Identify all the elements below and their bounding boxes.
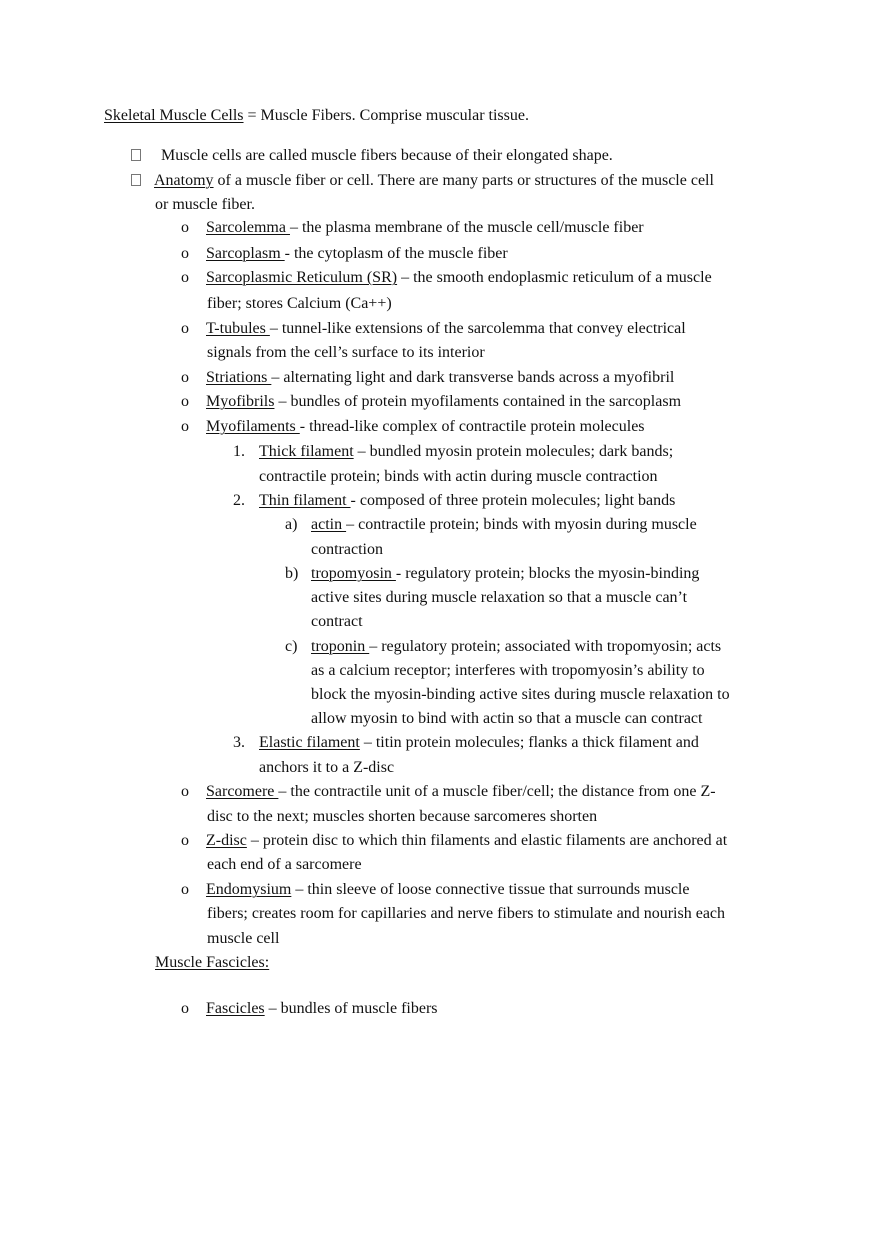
item-tropomyosin-cont: active sites during muscle relaxation so that a muscle can’t bbox=[311, 589, 688, 606]
list-marker: o bbox=[181, 219, 189, 236]
definition: – bundles of muscle fibers bbox=[264, 1000, 438, 1017]
list-marker: o bbox=[181, 418, 189, 435]
term: actin bbox=[311, 516, 347, 533]
item-tropomyosin bbox=[311, 564, 699, 584]
item-endomysium bbox=[206, 880, 689, 900]
list-marker: o bbox=[181, 320, 189, 337]
definition: – contractile protein; binds with myosin during muscle bbox=[346, 516, 697, 533]
definition: – titin protein molecules; flanks a thick filament and bbox=[359, 734, 699, 751]
definition: – bundled myosin protein molecules; dark bands; bbox=[353, 443, 674, 460]
bullet-anatomy bbox=[131, 171, 141, 191]
item-striations bbox=[206, 368, 674, 388]
term: Sarcolemma bbox=[206, 219, 290, 236]
item-ttubules-cont: signals from the cell’s surface to its interior bbox=[207, 344, 485, 361]
list-number: 3. bbox=[233, 734, 245, 751]
definition: – regulatory protein; associated with tropomyosin; acts bbox=[369, 638, 722, 655]
item-zdisc-cont: each end of a sarcomere bbox=[207, 856, 362, 873]
item-myofibrils bbox=[206, 392, 681, 412]
item-fascicles bbox=[206, 999, 438, 1019]
definition: – alternating light and dark transverse bands across a myofibril bbox=[271, 369, 675, 386]
term: Z-disc bbox=[206, 832, 247, 849]
document-heading bbox=[104, 106, 529, 126]
term: Thin filament bbox=[259, 492, 351, 509]
bullet-anatomy-cont: or muscle fiber. bbox=[155, 196, 255, 213]
item-thick-filament bbox=[259, 442, 673, 462]
item-myofilaments bbox=[206, 417, 645, 437]
definition: - the cytoplasm of the muscle fiber bbox=[284, 245, 508, 262]
term: Myofibrils bbox=[206, 393, 275, 410]
list-marker: o bbox=[181, 1000, 189, 1017]
item-sarcomere bbox=[206, 782, 716, 802]
item-troponin-cont: allow myosin to bind with actin so that a muscle can contract bbox=[311, 710, 703, 727]
definition: - regulatory protein; blocks the myosin-binding bbox=[395, 565, 700, 582]
list-marker: o bbox=[181, 245, 189, 262]
bullet-anatomy-text bbox=[154, 171, 714, 191]
item-tropomyosin-cont: contract bbox=[311, 613, 363, 630]
bullet-muscle-cells bbox=[131, 146, 141, 166]
item-elastic-cont: anchors it to a Z-disc bbox=[259, 759, 395, 776]
definition: – the contractile unit of a muscle fiber/cell; the distance from one Z- bbox=[278, 783, 716, 800]
item-troponin-cont: as a calcium receptor; interferes with tropomyosin’s ability to bbox=[311, 662, 705, 679]
definition: – thin sleeve of loose connective tissue that surrounds muscle bbox=[291, 881, 690, 898]
item-sr-cont: fiber; stores Calcium (Ca++) bbox=[207, 295, 392, 312]
list-number: 2. bbox=[233, 492, 245, 509]
item-zdisc bbox=[206, 831, 727, 851]
term: Striations bbox=[206, 369, 272, 386]
term: Sarcoplasm bbox=[206, 245, 285, 262]
term: Endomysium bbox=[206, 881, 292, 898]
list-number: 1. bbox=[233, 443, 245, 460]
fascicles-heading: Muscle Fascicles: bbox=[155, 954, 270, 971]
term: T-tubules bbox=[206, 320, 270, 337]
item-troponin bbox=[311, 637, 721, 657]
list-marker: o bbox=[181, 269, 189, 286]
item-sarcolemma bbox=[206, 218, 644, 238]
list-marker: o bbox=[181, 369, 189, 386]
list-marker: o bbox=[181, 832, 189, 849]
bullet-muscle-cells-text: Muscle cells are called muscle fibers because of their elongated shape. bbox=[161, 147, 613, 164]
list-letter: c) bbox=[285, 638, 298, 655]
item-actin-cont: contraction bbox=[311, 541, 383, 558]
item-thick-cont: contractile protein; binds with actin during muscle contraction bbox=[259, 468, 658, 485]
definition: – protein disc to which thin filaments and elastic filaments are anchored at bbox=[246, 832, 728, 849]
list-marker: o bbox=[181, 393, 189, 410]
list-letter: b) bbox=[285, 565, 299, 582]
item-sr bbox=[206, 268, 712, 288]
square-bullet-icon bbox=[131, 149, 141, 161]
term: tropomyosin bbox=[311, 565, 396, 582]
definition: - composed of three protein molecules; light bands bbox=[350, 492, 676, 509]
definition: – the smooth endoplasmic reticulum of a muscle bbox=[397, 269, 712, 286]
definition: – bundles of protein myofilaments contained in the sarcoplasm bbox=[274, 393, 682, 410]
term: Thick filament bbox=[259, 443, 354, 460]
item-ttubules bbox=[206, 319, 686, 339]
anatomy-rest: of a muscle fiber or cell. There are many parts or structures of the muscle cell bbox=[213, 172, 714, 189]
anatomy-term: Anatomy bbox=[154, 172, 214, 189]
term: Fascicles bbox=[206, 1000, 265, 1017]
term: Sarcoplasmic Reticulum (SR) bbox=[206, 269, 398, 286]
list-marker: o bbox=[181, 783, 189, 800]
term: Elastic filament bbox=[259, 734, 360, 751]
term: troponin bbox=[311, 638, 370, 655]
term: Myofilaments bbox=[206, 418, 300, 435]
item-sarcoplasm bbox=[206, 244, 508, 264]
heading-term: Skeletal Muscle Cells bbox=[104, 107, 244, 124]
item-endomysium-cont: fibers; creates room for capillaries and nerve fibers to stimulate and nourish each bbox=[207, 905, 726, 922]
term: Sarcomere bbox=[206, 783, 279, 800]
item-troponin-cont: block the myosin-binding active sites during muscle relaxation to bbox=[311, 686, 730, 703]
item-endomysium-cont: muscle cell bbox=[207, 930, 280, 947]
item-elastic-filament bbox=[259, 733, 699, 753]
definition: - thread-like complex of contractile protein molecules bbox=[299, 418, 645, 435]
list-marker: o bbox=[181, 881, 189, 898]
item-thin-filament bbox=[259, 491, 675, 511]
definition: – the plasma membrane of the muscle cell/muscle fiber bbox=[289, 219, 644, 236]
item-sarcomere-cont: disc to the next; muscles shorten because sarcomeres shorten bbox=[207, 808, 598, 825]
definition: – tunnel-like extensions of the sarcolemma that convey electrical bbox=[269, 320, 686, 337]
item-actin bbox=[311, 515, 697, 535]
square-bullet-icon bbox=[131, 174, 141, 186]
heading-rest: = Muscle Fibers. Comprise muscular tissue. bbox=[243, 107, 529, 124]
list-letter: a) bbox=[285, 516, 298, 533]
